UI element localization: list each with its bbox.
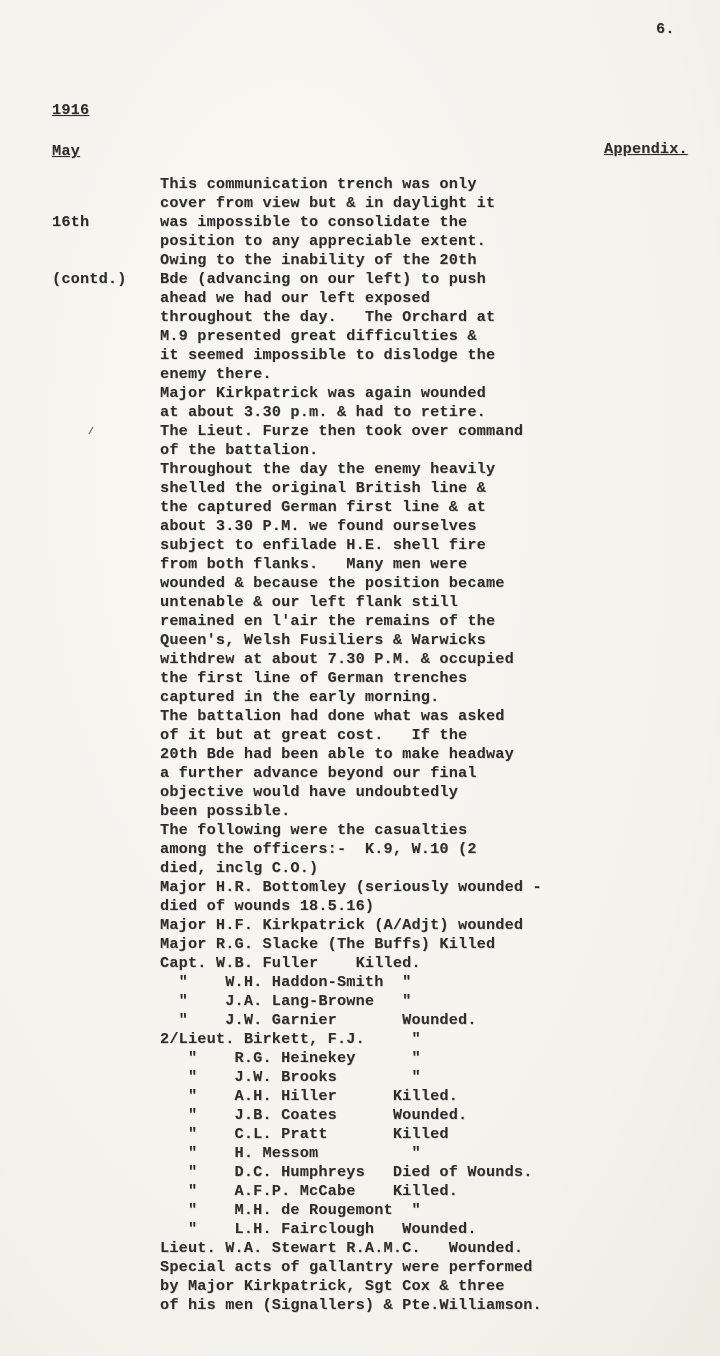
body-line: " A.H. Hiller Killed. — [160, 1087, 459, 1105]
diary-entry-body — [160, 175, 542, 1315]
body-line: position to any appreciable extent. — [160, 232, 486, 250]
body-line: " J.B. Coates Wounded. — [160, 1106, 468, 1124]
body-line: was impossible to consolidate the — [160, 213, 468, 231]
body-line: This communication trench was only — [160, 175, 477, 193]
body-line: throughout the day. The Orchard at — [160, 308, 496, 326]
body-line: from both flanks. Many men were — [160, 555, 468, 573]
body-line: 20th Bde had been able to make headway — [160, 745, 514, 763]
body-line: cover from view but & in daylight it — [160, 194, 496, 212]
body-line: subject to enfilade H.E. shell fire — [160, 536, 486, 554]
body-line: been possible. — [160, 802, 291, 820]
body-line: ahead we had our left exposed — [160, 289, 431, 307]
body-line: of it but at great cost. If the — [160, 726, 468, 744]
body-line: enemy there. — [160, 365, 272, 383]
body-line: Major H.R. Bottomley (seriously wounded - — [160, 878, 542, 896]
body-line: " W.H. Haddon-Smith " — [160, 973, 412, 991]
body-line: " L.H. Fairclough Wounded. — [160, 1220, 477, 1238]
body-line: Bde (advancing on our left) to push — [160, 270, 486, 288]
body-line: of the battalion. — [160, 441, 319, 459]
body-line: withdrew at about 7.30 P.M. & occupied — [160, 650, 514, 668]
appendix-heading: Appendix. — [604, 140, 688, 158]
body-line: Throughout the day the enemy heavily — [160, 460, 496, 478]
body-line: The battalion had done what was asked — [160, 707, 505, 725]
body-line: " C.L. Pratt Killed — [160, 1125, 449, 1143]
body-line: by Major Kirkpatrick, Sgt Cox & three — [160, 1277, 505, 1295]
body-line: Lieut. W.A. Stewart R.A.M.C. Wounded. — [160, 1239, 524, 1257]
entry-date: 16th — [52, 213, 90, 231]
page-number: 6. — [656, 20, 675, 38]
body-line: Special acts of gallantry were performed — [160, 1258, 533, 1276]
body-line: 2/Lieut. Birkett, F.J. " — [160, 1030, 421, 1048]
body-line: remained en l'air the remains of the — [160, 612, 496, 630]
body-line: Major H.F. Kirkpatrick (A/Adjt) wounded — [160, 916, 524, 934]
body-line: Owing to the inability of the 20th — [160, 251, 477, 269]
body-line: " A.F.P. McCabe Killed. — [160, 1182, 459, 1200]
body-line: The following were the casualties — [160, 821, 468, 839]
body-line: The Lieut. Furze then took over command — [160, 422, 524, 440]
body-line: Major R.G. Slacke (The Buffs) Killed — [160, 935, 496, 953]
body-line: " J.A. Lang-Browne " — [160, 992, 412, 1010]
body-line: Queen's, Welsh Fusiliers & Warwicks — [160, 631, 486, 649]
body-line: shelled the original British line & — [160, 479, 486, 497]
entry-continued-note: (contd.) — [52, 270, 127, 288]
body-line: " J.W. Brooks " — [160, 1068, 421, 1086]
body-line: objective would have undoubtedly — [160, 783, 459, 801]
body-line: died, inclg C.O.) — [160, 859, 319, 877]
body-line: captured in the early morning. — [160, 688, 440, 706]
body-line: " R.G. Heinekey " — [160, 1049, 421, 1067]
body-line: " H. Messom " — [160, 1144, 421, 1162]
date-column — [52, 175, 127, 327]
body-line: Major Kirkpatrick was again wounded — [160, 384, 486, 402]
body-line: at about 3.30 p.m. & had to retire. — [160, 403, 486, 421]
body-line: " M.H. de Rougemont " — [160, 1201, 421, 1219]
body-line: about 3.30 P.M. we found ourselves — [160, 517, 477, 535]
body-line: untenable & our left flank still — [160, 593, 459, 611]
body-line: Capt. W.B. Fuller Killed. — [160, 954, 421, 972]
body-line: the captured German first line & at — [160, 498, 486, 516]
year-heading: 1916 — [52, 101, 90, 119]
month-heading: May — [52, 142, 80, 160]
body-line: the first line of German trenches — [160, 669, 468, 687]
body-line: M.9 presented great difficulties & — [160, 327, 477, 345]
body-line: " D.C. Humphreys Died of Wounds. — [160, 1163, 533, 1181]
body-line: " J.W. Garnier Wounded. — [160, 1011, 477, 1029]
body-line: among the officers:- K.9, W.10 (2 — [160, 840, 477, 858]
body-line: a further advance beyond our final — [160, 764, 477, 782]
body-line: of his men (Signallers) & Pte.Williamson. — [160, 1296, 542, 1314]
body-line: wounded & because the position became — [160, 574, 505, 592]
body-line: died of wounds 18.5.16) — [160, 897, 375, 915]
pencil-tick-mark — [88, 426, 94, 435]
body-line: it seemed impossible to dislodge the — [160, 346, 496, 364]
